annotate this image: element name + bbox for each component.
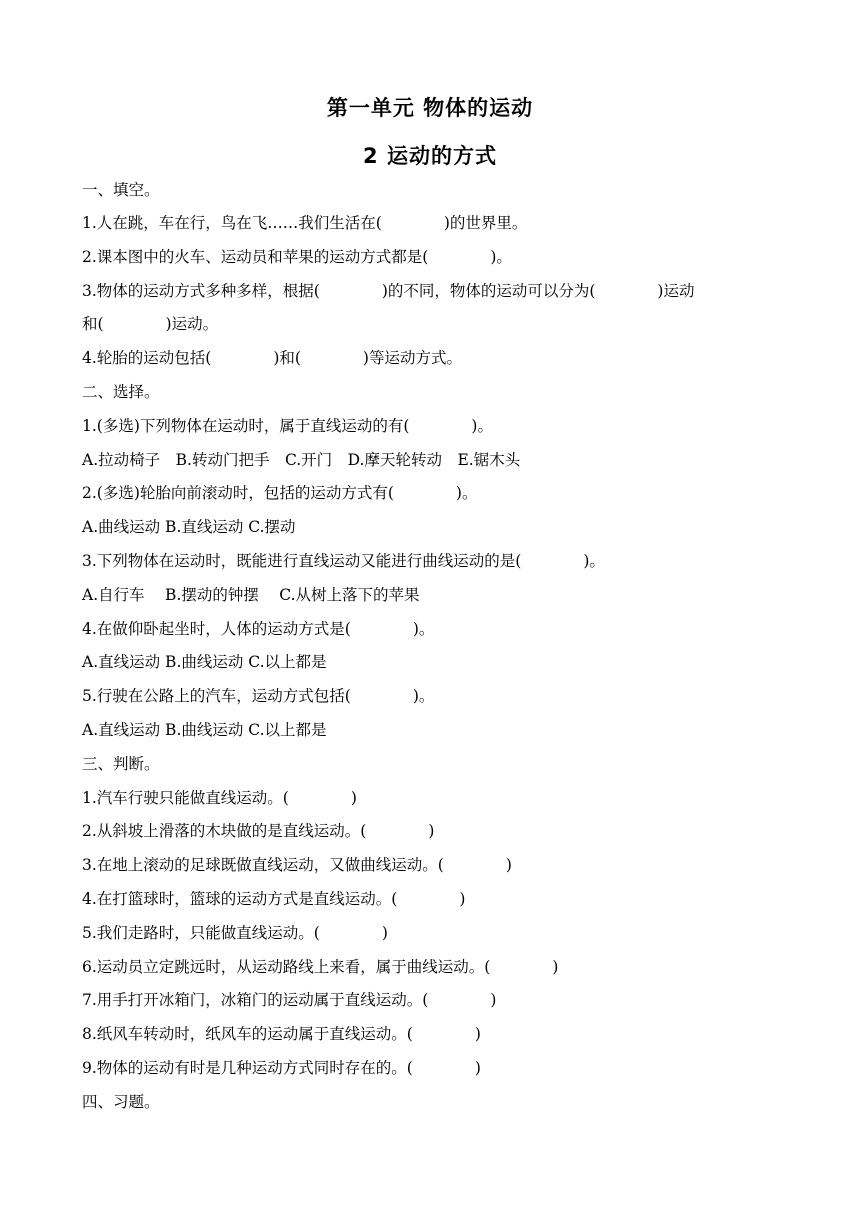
judge-question-8: 8.纸风车转动时，纸风车的运动属于直线运动。( ): [82, 1025, 481, 1043]
fill-blank-question-2: 2.课本图中的火车、运动员和苹果的运动方式都是( )。: [82, 248, 512, 266]
choice-question-2-options: A.曲线运动 B.直线运动 C.摆动: [82, 518, 296, 536]
choice-question-1: 1.(多选)下列物体在运动时，属于直线运动的有( )。: [82, 417, 493, 435]
judge-question-7: 7.用手打开冰箱门，冰箱门的运动属于直线运动。( ): [82, 991, 497, 1009]
judge-question-2: 2.从斜坡上滑落的木块做的是直线运动。( ): [82, 822, 435, 840]
section-heading-judge: 三、判断。: [82, 755, 160, 773]
choice-question-5: 5.行驶在公路上的汽车，运动方式包括( )。: [82, 687, 435, 705]
fill-blank-question-4: 4.轮胎的运动包括( )和( )等运动方式。: [82, 349, 462, 367]
judge-question-1: 1.汽车行驶只能做直线运动。( ): [82, 789, 357, 807]
choice-question-2: 2.(多选)轮胎向前滚动时，包括的运动方式有( )。: [82, 484, 478, 502]
judge-question-9: 9.物体的运动有时是几种运动方式同时存在的。( ): [82, 1059, 481, 1077]
judge-question-4: 4.在打篮球时，篮球的运动方式是直线运动。( ): [82, 890, 466, 908]
unit-title: 第一单元 物体的运动: [326, 96, 534, 120]
judge-question-5: 5.我们走路时，只能做直线运动。( ): [82, 924, 388, 942]
section-heading-fill-blank: 一、填空。: [82, 181, 160, 199]
choice-question-4: 4.在做仰卧起坐时，人体的运动方式是( )。: [82, 620, 435, 638]
fill-blank-question-1: 1.人在跳，车在行，鸟在飞……我们生活在( )的世界里。: [82, 214, 528, 232]
choice-question-3: 3.下列物体在运动时，既能进行直线运动又能进行曲线运动的是( )。: [82, 552, 605, 570]
judge-question-3: 3.在地上滚动的足球既做直线运动，又做曲线运动。( ): [82, 856, 512, 874]
lesson-title: 2 运动的方式: [363, 144, 497, 168]
fill-blank-question-3-continued: 和( )运动。: [82, 315, 219, 333]
choice-question-1-options: A.拉动椅子 B.转动门把手 C.开门 D.摩天轮转动 E.锯木头: [82, 451, 521, 469]
fill-blank-question-3: 3.物体的运动方式多种多样，根据( )的不同，物体的运动可以分为( )运动: [82, 282, 695, 300]
choice-question-4-options: A.直线运动 B.曲线运动 C.以上都是: [82, 653, 327, 671]
section-heading-exercises: 四、习题。: [82, 1093, 160, 1111]
section-heading-choice: 二、选择。: [82, 383, 160, 401]
judge-question-6: 6.运动员立定跳远时，从运动路线上来看，属于曲线运动。( ): [82, 958, 559, 976]
choice-question-3-options: A.自行车 B.摆动的钟摆 C.从树上落下的苹果: [82, 586, 420, 604]
choice-question-5-options: A.直线运动 B.曲线运动 C.以上都是: [82, 721, 327, 739]
